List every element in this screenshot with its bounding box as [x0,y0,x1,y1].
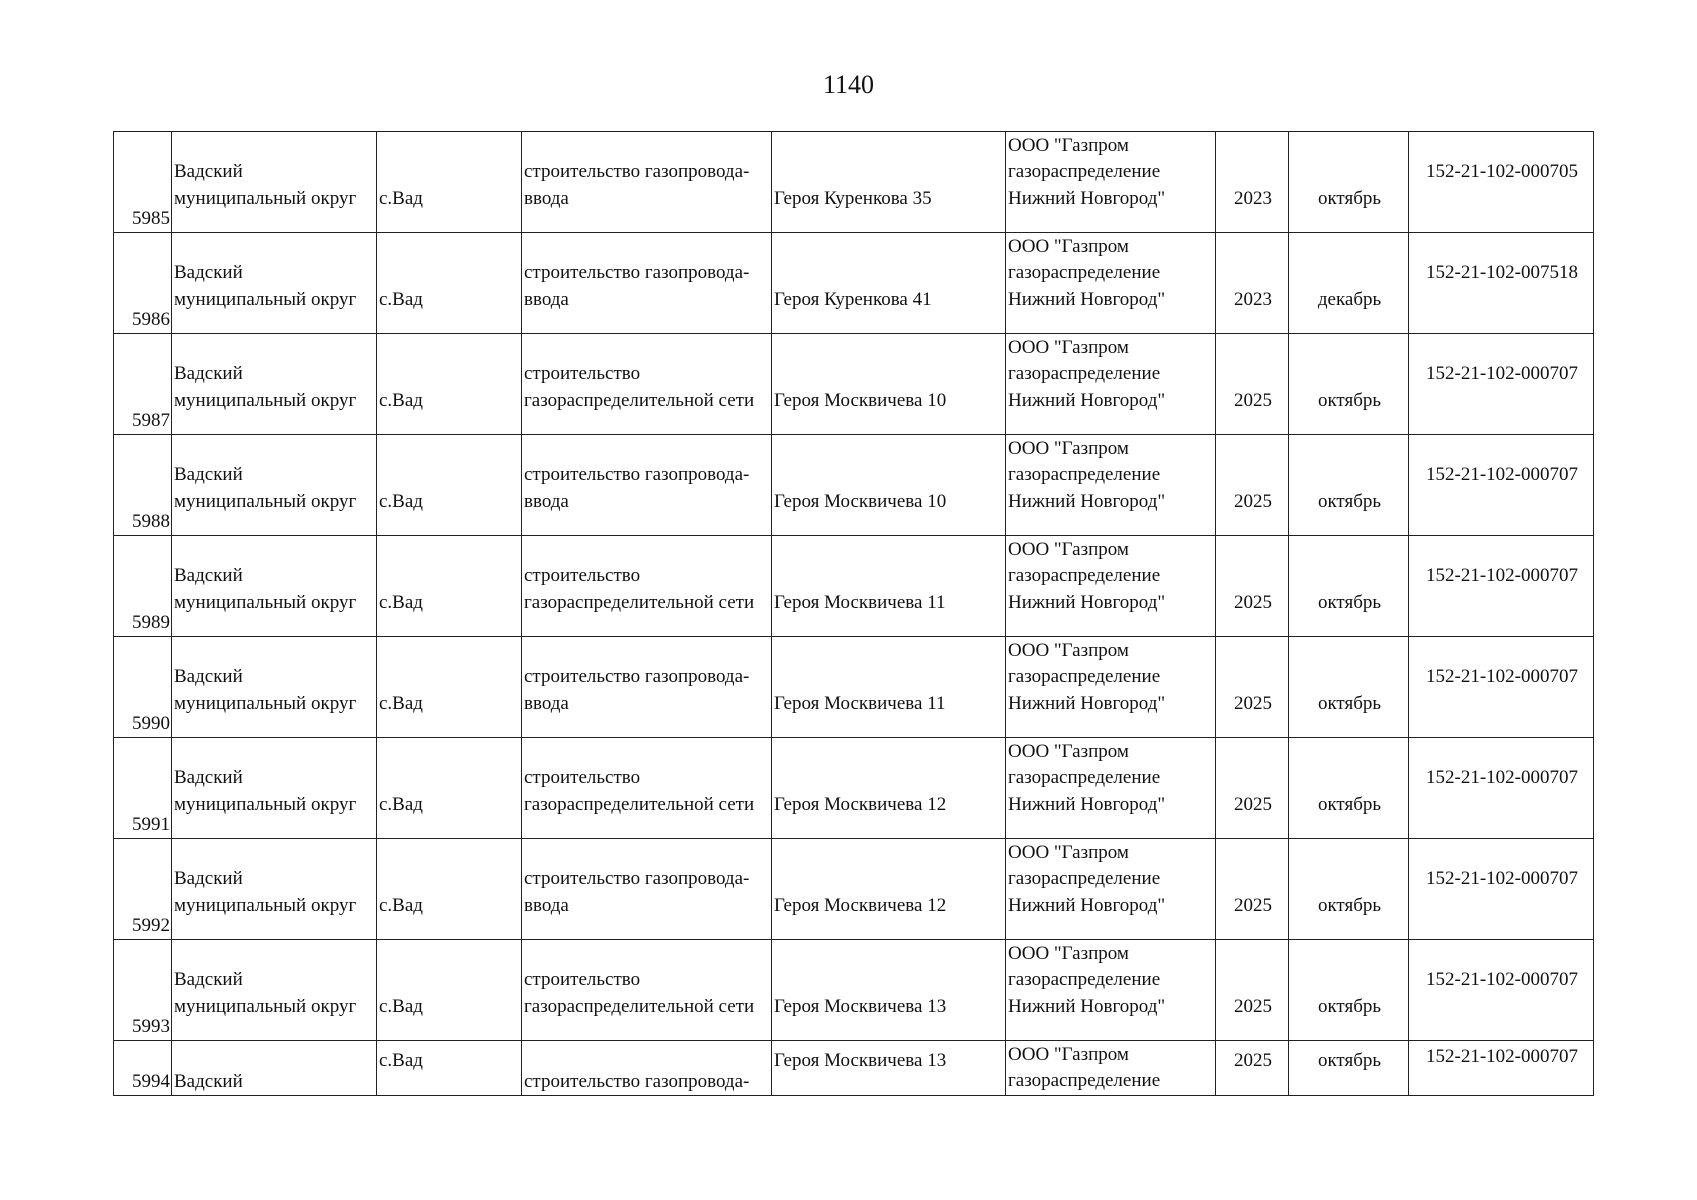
cell-number [114,233,172,334]
district-line-2: муниципальный округ [174,289,357,310]
row-number: 5990 [132,713,170,734]
table-row [114,738,1594,839]
work-line-1: строительство [524,565,641,586]
cell-settlement [377,940,522,1041]
org-line-1: ООО "Газпром [1008,539,1129,560]
year: 2025 [1234,1050,1272,1071]
address: Героя Москвичева 10 [774,390,947,411]
cell-code [1409,233,1594,334]
district-line-1: Вадский [174,1071,243,1092]
cell-organization [1006,132,1216,233]
settlement: с.Вад [379,996,423,1017]
cell-address [772,233,1006,334]
cell-month [1289,839,1409,940]
cell-organization [1006,940,1216,1041]
cell-work-type [522,940,772,1041]
org-line-3: Нижний Новгород" [1008,390,1166,411]
district-line-1: Вадский [174,161,243,182]
cell-month [1289,334,1409,435]
month: октябрь [1317,895,1382,916]
cell-address [772,637,1006,738]
table-row [114,1041,1594,1096]
cell-number [114,435,172,536]
work-line-2: ввода [524,188,569,209]
cell-address [772,1041,1006,1096]
cell-month [1289,637,1409,738]
org-line-2: газораспределение [1008,868,1161,889]
cell-number [114,738,172,839]
row-number: 5986 [132,309,170,330]
month: октябрь [1317,188,1382,209]
cell-month [1289,233,1409,334]
cell-code [1409,738,1594,839]
cell-work-type [522,839,772,940]
month: октябрь [1317,996,1382,1017]
org-line-2: газораспределение [1008,969,1161,990]
cell-year [1216,536,1289,637]
cell-month [1289,435,1409,536]
table-row [114,132,1594,233]
settlement: с.Вад [379,390,423,411]
cell-settlement [377,738,522,839]
cell-year [1216,940,1289,1041]
object-code: 152-21-102-000705 [1426,161,1578,182]
cell-district [172,1041,377,1096]
cell-organization [1006,536,1216,637]
cell-number [114,940,172,1041]
cell-work-type [522,738,772,839]
work-line-2: газораспределительной сети [524,592,755,613]
table-row [114,536,1594,637]
cell-organization [1006,1041,1216,1096]
cell-organization [1006,435,1216,536]
object-code: 152-21-102-007518 [1426,262,1578,283]
district-line-2: муниципальный округ [174,188,357,209]
cell-work-type [522,334,772,435]
address: Героя Москвичева 12 [774,895,947,916]
org-line-2: газораспределение [1008,666,1161,687]
settlement: с.Вад [379,1050,423,1071]
table-row [114,637,1594,738]
object-code: 152-21-102-000707 [1426,464,1578,485]
work-line-2: ввода [524,289,569,310]
cell-month [1289,738,1409,839]
object-code: 152-21-102-000707 [1426,363,1578,384]
row-number: 5988 [132,511,170,532]
org-line-2: газораспределение [1008,363,1161,384]
month: октябрь [1317,693,1382,714]
cell-work-type [522,1041,772,1096]
org-line-1: ООО "Газпром [1008,842,1129,863]
cell-work-type [522,536,772,637]
cell-address [772,435,1006,536]
cell-year [1216,637,1289,738]
month: октябрь [1317,390,1382,411]
settlement: с.Вад [379,794,423,815]
work-line-1: строительство [524,363,641,384]
row-number: 5989 [132,612,170,633]
table-row [114,940,1594,1041]
district-line-2: муниципальный округ [174,491,357,512]
org-line-2: газораспределение [1008,1070,1161,1091]
cell-year [1216,738,1289,839]
cell-district [172,435,377,536]
cell-district [172,233,377,334]
address: Героя Москвичева 11 [774,592,946,613]
settlement: с.Вад [379,592,423,613]
district-line-2: муниципальный округ [174,794,357,815]
page-number: 1140 [822,70,875,99]
cell-district [172,536,377,637]
cell-settlement [377,435,522,536]
row-number: 5987 [132,410,170,431]
district-line-1: Вадский [174,262,243,283]
settlement: с.Вад [379,188,423,209]
district-line-1: Вадский [174,969,243,990]
cell-district [172,738,377,839]
cell-code [1409,132,1594,233]
row-number: 5993 [132,1016,170,1037]
org-line-3: Нижний Новгород" [1008,794,1166,815]
org-line-2: газораспределение [1008,565,1161,586]
cell-settlement [377,132,522,233]
work-line-2: ввода [524,895,569,916]
year: 2023 [1234,289,1272,310]
cell-address [772,334,1006,435]
month: октябрь [1317,794,1382,815]
org-line-3: Нижний Новгород" [1008,289,1166,310]
work-line-1: строительство газопровода- [524,868,750,889]
cell-organization [1006,738,1216,839]
org-line-3: Нижний Новгород" [1008,491,1166,512]
cell-organization [1006,334,1216,435]
cell-settlement [377,334,522,435]
year: 2023 [1234,188,1272,209]
cell-settlement [377,839,522,940]
cell-settlement [377,1041,522,1096]
cell-work-type [522,637,772,738]
table-row [114,334,1594,435]
cell-code [1409,839,1594,940]
cell-year [1216,132,1289,233]
address: Героя Москвичева 13 [774,1050,947,1071]
row-number: 5985 [132,208,170,229]
district-line-1: Вадский [174,666,243,687]
org-line-1: ООО "Газпром [1008,236,1129,257]
cell-settlement [377,637,522,738]
org-line-2: газораспределение [1008,161,1161,182]
table-row [114,839,1594,940]
cell-code [1409,637,1594,738]
object-code: 152-21-102-000707 [1426,868,1578,889]
cell-address [772,940,1006,1041]
cell-settlement [377,536,522,637]
year: 2025 [1234,996,1272,1017]
year: 2025 [1234,895,1272,916]
org-line-3: Нижний Новгород" [1008,895,1166,916]
cell-year [1216,334,1289,435]
row-number: 5992 [132,915,170,936]
cell-district [172,940,377,1041]
work-line-1: строительство [524,969,641,990]
district-line-2: муниципальный округ [174,390,357,411]
org-line-3: Нижний Новгород" [1008,996,1166,1017]
district-line-2: муниципальный округ [174,895,357,916]
cell-address [772,132,1006,233]
cell-address [772,738,1006,839]
district-line-2: муниципальный округ [174,592,357,613]
district-line-1: Вадский [174,464,243,485]
cell-address [772,839,1006,940]
month: октябрь [1317,592,1382,613]
cell-number [114,536,172,637]
year: 2025 [1234,491,1272,512]
gasification-table [113,131,1594,1096]
settlement: с.Вад [379,693,423,714]
row-number: 5994 [132,1071,170,1092]
cell-year [1216,839,1289,940]
object-code: 152-21-102-000707 [1426,969,1578,990]
work-line-2: ввода [524,693,569,714]
district-line-1: Вадский [174,363,243,384]
org-line-1: ООО "Газпром [1008,640,1129,661]
org-line-3: Нижний Новгород" [1008,693,1166,714]
work-line-1: строительство [524,767,641,788]
org-line-2: газораспределение [1008,464,1161,485]
cell-district [172,637,377,738]
address: Героя Куренкова 35 [774,188,932,209]
org-line-1: ООО "Газпром [1008,135,1129,156]
cell-work-type [522,435,772,536]
year: 2025 [1234,592,1272,613]
object-code: 152-21-102-000707 [1426,1046,1578,1067]
org-line-3: Нижний Новгород" [1008,188,1166,209]
cell-organization [1006,637,1216,738]
work-line-1: строительство газопровода- [524,1071,750,1092]
cell-code [1409,1041,1594,1096]
address: Героя Куренкова 41 [774,289,932,310]
org-line-1: ООО "Газпром [1008,438,1129,459]
district-line-1: Вадский [174,565,243,586]
cell-organization [1006,839,1216,940]
object-code: 152-21-102-000707 [1426,565,1578,586]
year: 2025 [1234,794,1272,815]
address: Героя Москвичева 12 [774,794,947,815]
month: октябрь [1317,1050,1382,1071]
address: Героя Москвичева 10 [774,491,947,512]
cell-settlement [377,233,522,334]
cell-year [1216,435,1289,536]
cell-district [172,132,377,233]
district-line-2: муниципальный округ [174,693,357,714]
org-line-1: ООО "Газпром [1008,741,1129,762]
year: 2025 [1234,390,1272,411]
settlement: с.Вад [379,895,423,916]
cell-organization [1006,233,1216,334]
cell-code [1409,334,1594,435]
table-row [114,233,1594,334]
cell-district [172,334,377,435]
cell-number [114,1041,172,1096]
cell-code [1409,536,1594,637]
table-row [114,435,1594,536]
cell-month [1289,940,1409,1041]
month: декабрь [1317,289,1382,310]
work-line-1: строительство газопровода- [524,262,750,283]
cell-code [1409,940,1594,1041]
cell-work-type [522,132,772,233]
cell-address [772,536,1006,637]
cell-number [114,839,172,940]
work-line-2: газораспределительной сети [524,390,755,411]
month: октябрь [1317,491,1382,512]
cell-number [114,334,172,435]
org-line-1: ООО "Газпром [1008,943,1129,964]
org-line-1: ООО "Газпром [1008,1044,1129,1065]
cell-year [1216,1041,1289,1096]
settlement: с.Вад [379,491,423,512]
org-line-2: газораспределение [1008,767,1161,788]
district-line-1: Вадский [174,868,243,889]
cell-work-type [522,233,772,334]
address: Героя Москвичева 11 [774,693,946,714]
org-line-2: газораспределение [1008,262,1161,283]
object-code: 152-21-102-000707 [1426,767,1578,788]
district-line-2: муниципальный округ [174,996,357,1017]
cell-year [1216,233,1289,334]
work-line-2: газораспределительной сети [524,996,755,1017]
work-line-1: строительство газопровода- [524,464,750,485]
work-line-1: строительство газопровода- [524,161,750,182]
year: 2025 [1234,693,1272,714]
cell-month [1289,1041,1409,1096]
settlement: с.Вад [379,289,423,310]
object-code: 152-21-102-000707 [1426,666,1578,687]
work-line-2: газораспределительной сети [524,794,755,815]
cell-number [114,132,172,233]
row-number: 5991 [132,814,170,835]
work-line-1: строительство газопровода- [524,666,750,687]
org-line-1: ООО "Газпром [1008,337,1129,358]
district-line-1: Вадский [174,767,243,788]
work-line-2: ввода [524,491,569,512]
cell-month [1289,132,1409,233]
cell-district [172,839,377,940]
cell-code [1409,435,1594,536]
org-line-3: Нижний Новгород" [1008,592,1166,613]
cell-number [114,637,172,738]
address: Героя Москвичева 13 [774,996,947,1017]
cell-month [1289,536,1409,637]
